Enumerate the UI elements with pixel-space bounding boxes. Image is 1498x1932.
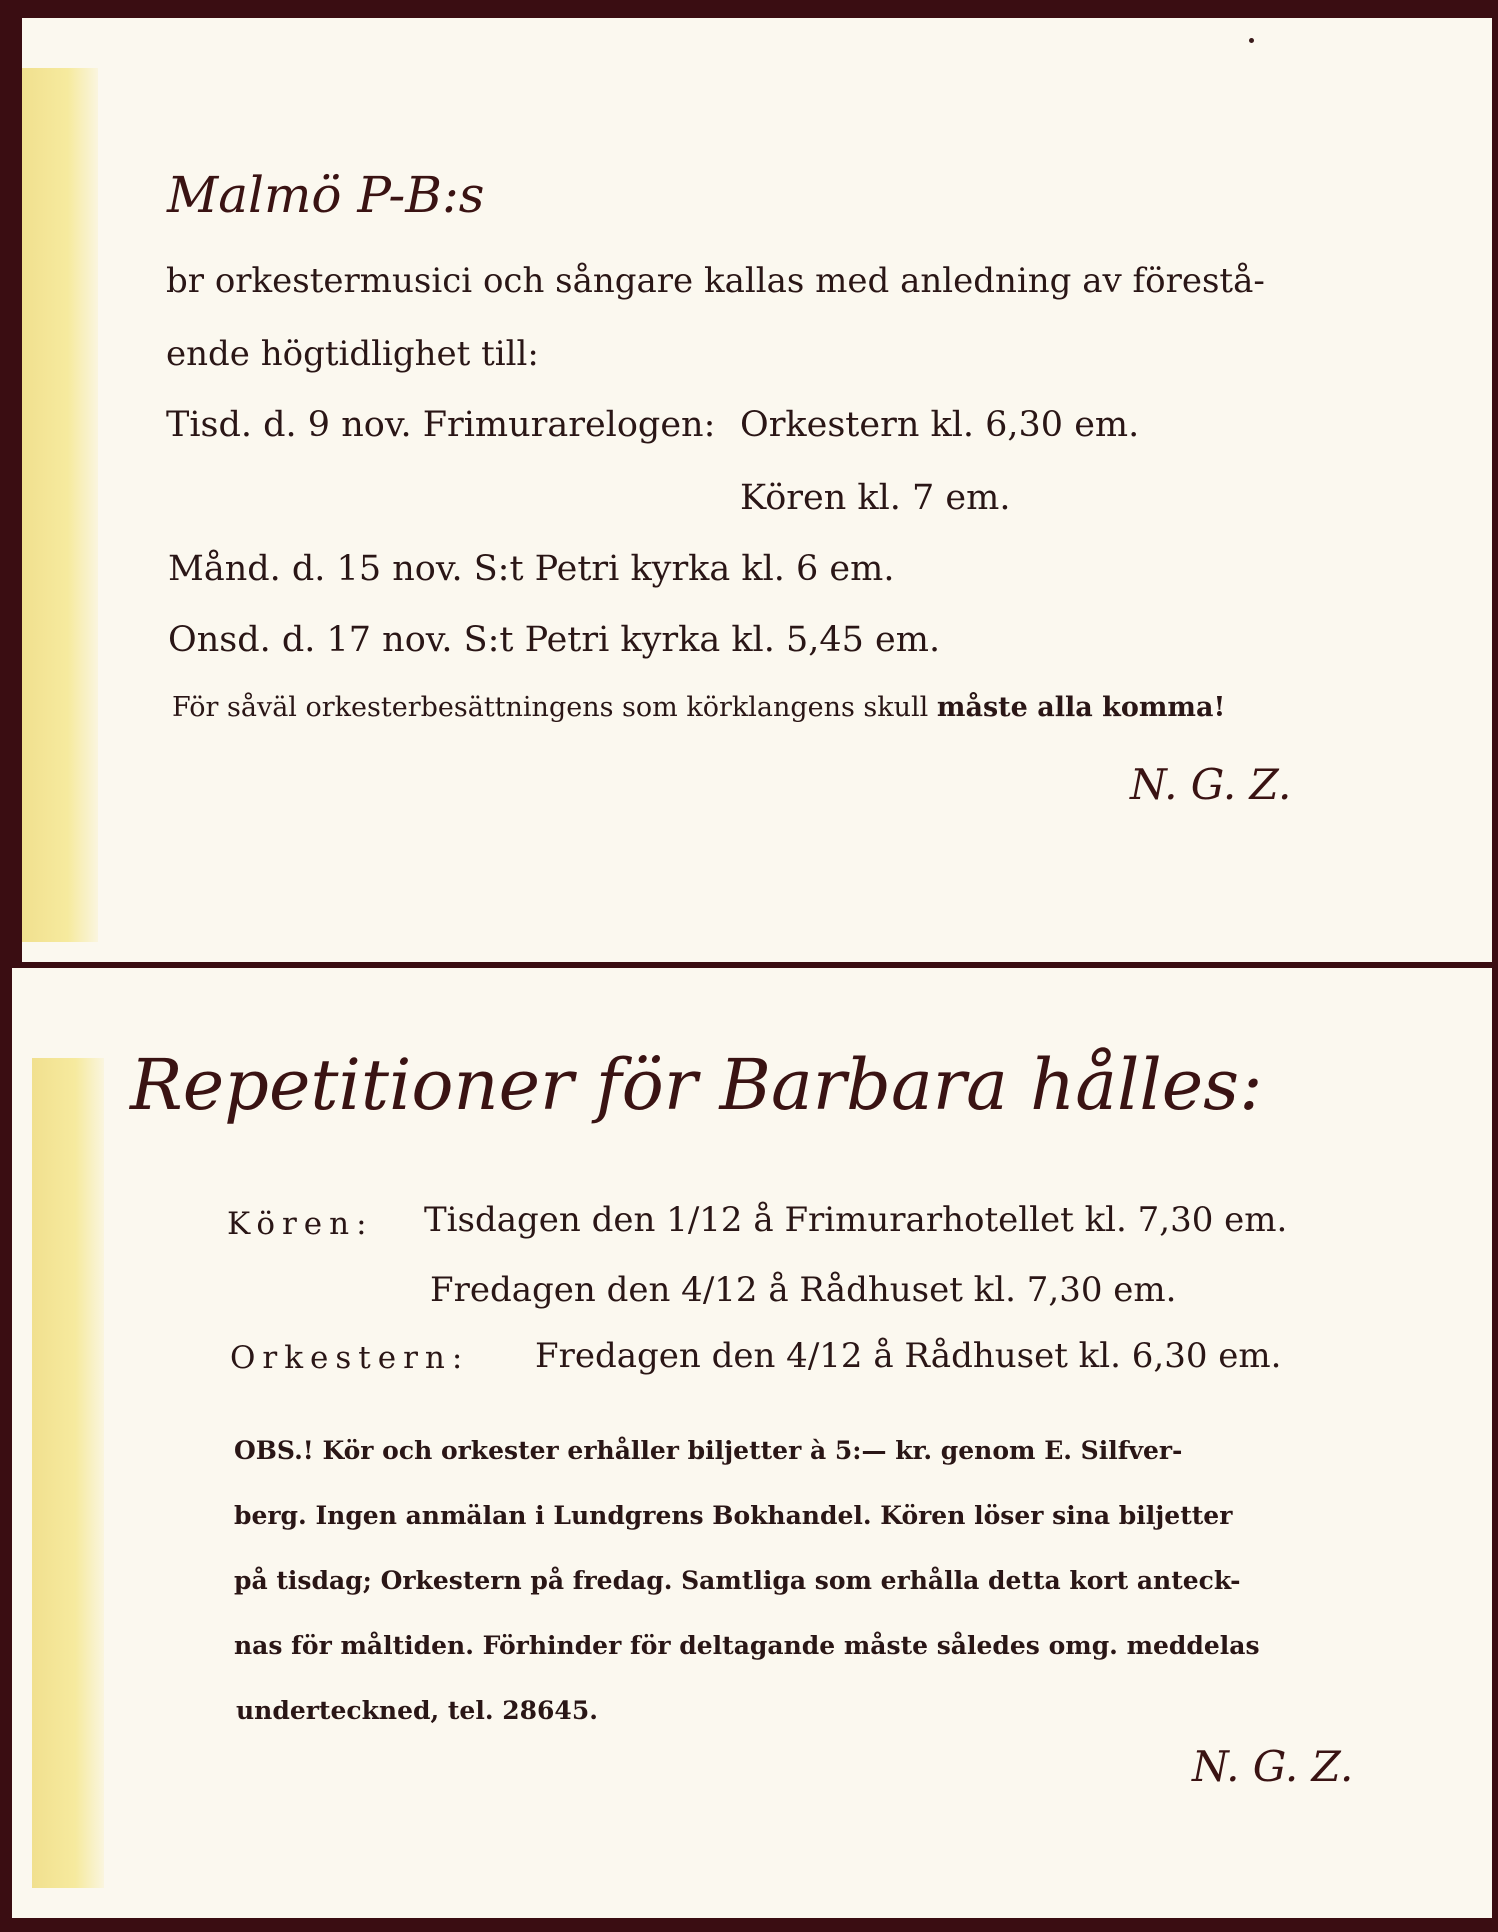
- card1-heading: Malmö P-B:s: [167, 166, 485, 224]
- koren-line-2: Fredagen den 4/12 å Rådhuset kl. 7,30 em.: [430, 1270, 1177, 1310]
- orkestern-line: Fredagen den 4/12 å Rådhuset kl. 6,30 em.: [535, 1336, 1282, 1376]
- obs-line-1: OBS.! Kör och orkester erhåller biljetter à 5:— kr. genom E. Silfver-: [234, 1436, 1183, 1465]
- card2-signature: N. G. Z.: [1192, 1742, 1354, 1791]
- orkestern-label: Orkestern:: [230, 1340, 470, 1376]
- obs-line-3: på tisdag; Orkestern på fredag. Samtliga som erhålla detta kort anteck-: [234, 1566, 1241, 1595]
- card1-note: [172, 692, 1225, 723]
- schedule-row-3: Månd. d. 15 nov. S:t Petri kyrka kl. 6 em.: [168, 549, 895, 589]
- koren-line-1: Tisdagen den 1/12 å Frimurarhotellet kl. 7,30 em.: [424, 1200, 1288, 1240]
- card2-heading: Repetitioner för Barbara hålles:: [130, 1044, 1263, 1126]
- schedule-row-1-left: Tisd. d. 9 nov. Frimurarelogen:: [166, 405, 716, 445]
- card1-note-regular: För såväl orkesterbesättningens som körklangens skull: [172, 692, 929, 723]
- rehearsal-card-bottom: [12, 968, 1492, 1918]
- rehearsal-card-top: [22, 18, 1492, 962]
- tape-strip: [32, 1058, 104, 1888]
- schedule-row-4: Onsd. d. 17 nov. S:t Petri kyrka kl. 5,45 em.: [168, 620, 941, 660]
- obs-line-5: underteckned, tel. 28645.: [236, 1696, 598, 1725]
- card1-signature: N. G. Z.: [1130, 760, 1292, 809]
- card1-intro-line1: br orkestermusici och sångare kallas med anledning av förestå-: [166, 261, 1265, 301]
- tape-strip: [22, 68, 98, 942]
- card1-note-bold: måste alla komma!: [936, 692, 1226, 723]
- card1-intro-line2: ende högtidlighet till:: [166, 334, 539, 374]
- ink-speck: [1249, 38, 1254, 43]
- schedule-row-2: Kören kl. 7 em.: [740, 478, 1011, 518]
- obs-line-4: nas för måltiden. Förhinder för deltagande måste således omg. meddelas: [234, 1631, 1260, 1660]
- schedule-row-1-right: Orkestern kl. 6,30 em.: [740, 405, 1140, 445]
- obs-line-2: berg. Ingen anmälan i Lundgrens Bokhandel. Kören löser sina biljetter: [234, 1501, 1233, 1530]
- koren-label: Kören:: [227, 1206, 374, 1242]
